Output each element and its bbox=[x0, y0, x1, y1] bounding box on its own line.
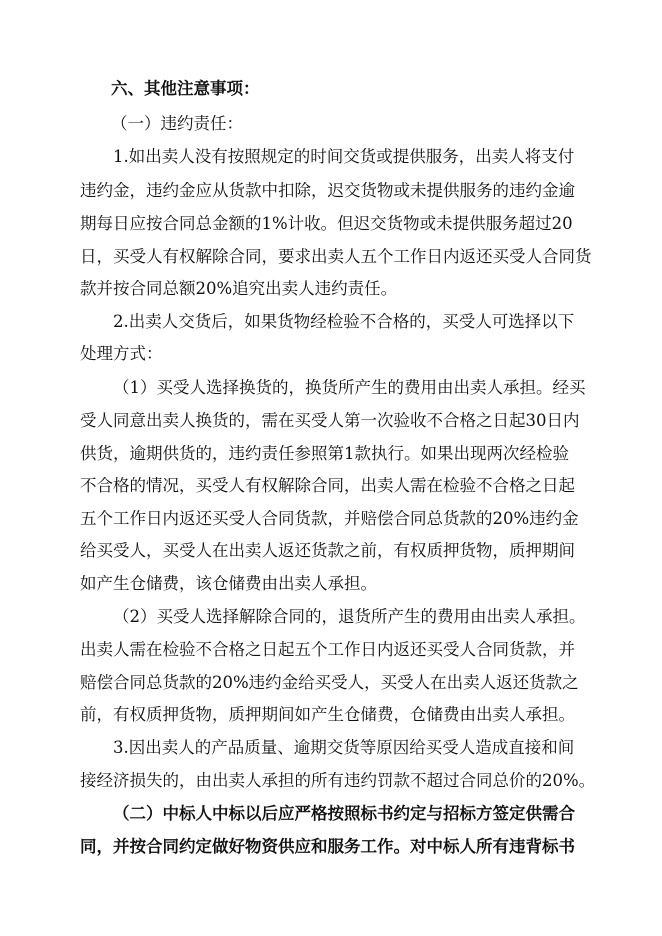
paragraph-line: 前，有权质押货物，质押期间如产生仓储费，仓储费由出卖人承担。 bbox=[80, 705, 575, 724]
paragraph-line: 2.出卖人交货后，如果货物经检验不合格的，买受人可选择以下 bbox=[113, 312, 575, 331]
paragraph-line: 期每日应按合同总金额的1%计收。但迟交货物或未提供服务超过20 bbox=[80, 214, 573, 233]
paragraph-line: 如产生仓储费，该仓储费由出卖人承担。 bbox=[80, 574, 377, 593]
paragraph-line: 1.如出卖人没有按照规定的时间交货或提供服务，出卖人将支付 bbox=[113, 147, 575, 166]
paragraph-line: 日，买受人有权解除合同，要求出卖人五个工作日内返还买受人合同货 bbox=[80, 247, 592, 266]
paragraph-line: 违约金，违约金应从货款中扣除，迟交货物或未提供服务的违约金逾 bbox=[80, 181, 575, 200]
paragraph-line: 同，并按合同约定做好物资供应和服务工作。对中标人所有违背标书 bbox=[80, 837, 575, 856]
paragraph-line: 给买受人，买受人在出卖人返还货款之前，有权质押货物，质押期间 bbox=[80, 541, 575, 560]
subsection-heading: （一）违约责任： bbox=[111, 114, 243, 133]
paragraph-line: 不合格的情况，买受人有权解除合同，出卖人需在检验不合格之日起 bbox=[80, 476, 575, 495]
paragraph-line: 接经济损失的，由出卖人承担的所有违约罚款不超过合同总价的20%。 bbox=[80, 771, 596, 790]
paragraph-line: 赔偿合同总货款的20%违约金给买受人，买受人在出卖人返还货款之 bbox=[80, 673, 579, 692]
paragraph-line: （2）买受人选择解除合同的，退货所产生的费用由出卖人承担。 bbox=[113, 607, 586, 626]
paragraph-line: 款并按合同总额20%追究出卖人违约责任。 bbox=[80, 279, 398, 298]
paragraph-line: 五个工作日内返还买受人合同货款，并赔偿合同总货款的20%违约金 bbox=[80, 509, 579, 528]
paragraph-line: 受人同意出卖人换货的，需在买受人第一次验收不合格之日起30日内 bbox=[80, 411, 580, 430]
paragraph-line: 3.因出卖人的产品质量、逾期交货等原因给买受人造成直接和间 bbox=[113, 738, 575, 757]
paragraph-line: 供货，逾期供货的，违约责任参照第1款执行。如果出现两次经检验 bbox=[80, 444, 569, 463]
paragraph-line: 处理方式： bbox=[80, 344, 163, 363]
paragraph-line: 出卖人需在检验不合格之日起五个工作日内返还买受人合同货款，并 bbox=[80, 640, 575, 659]
paragraph-line: （二）中标人中标以后应严格按照标书约定与招标方签定供需合 bbox=[113, 804, 575, 823]
section-heading: 六、其他注意事项： bbox=[111, 79, 260, 98]
paragraph-line: （1）买受人选择换货的，换货所产生的费用由出卖人承担。经买 bbox=[113, 378, 586, 397]
